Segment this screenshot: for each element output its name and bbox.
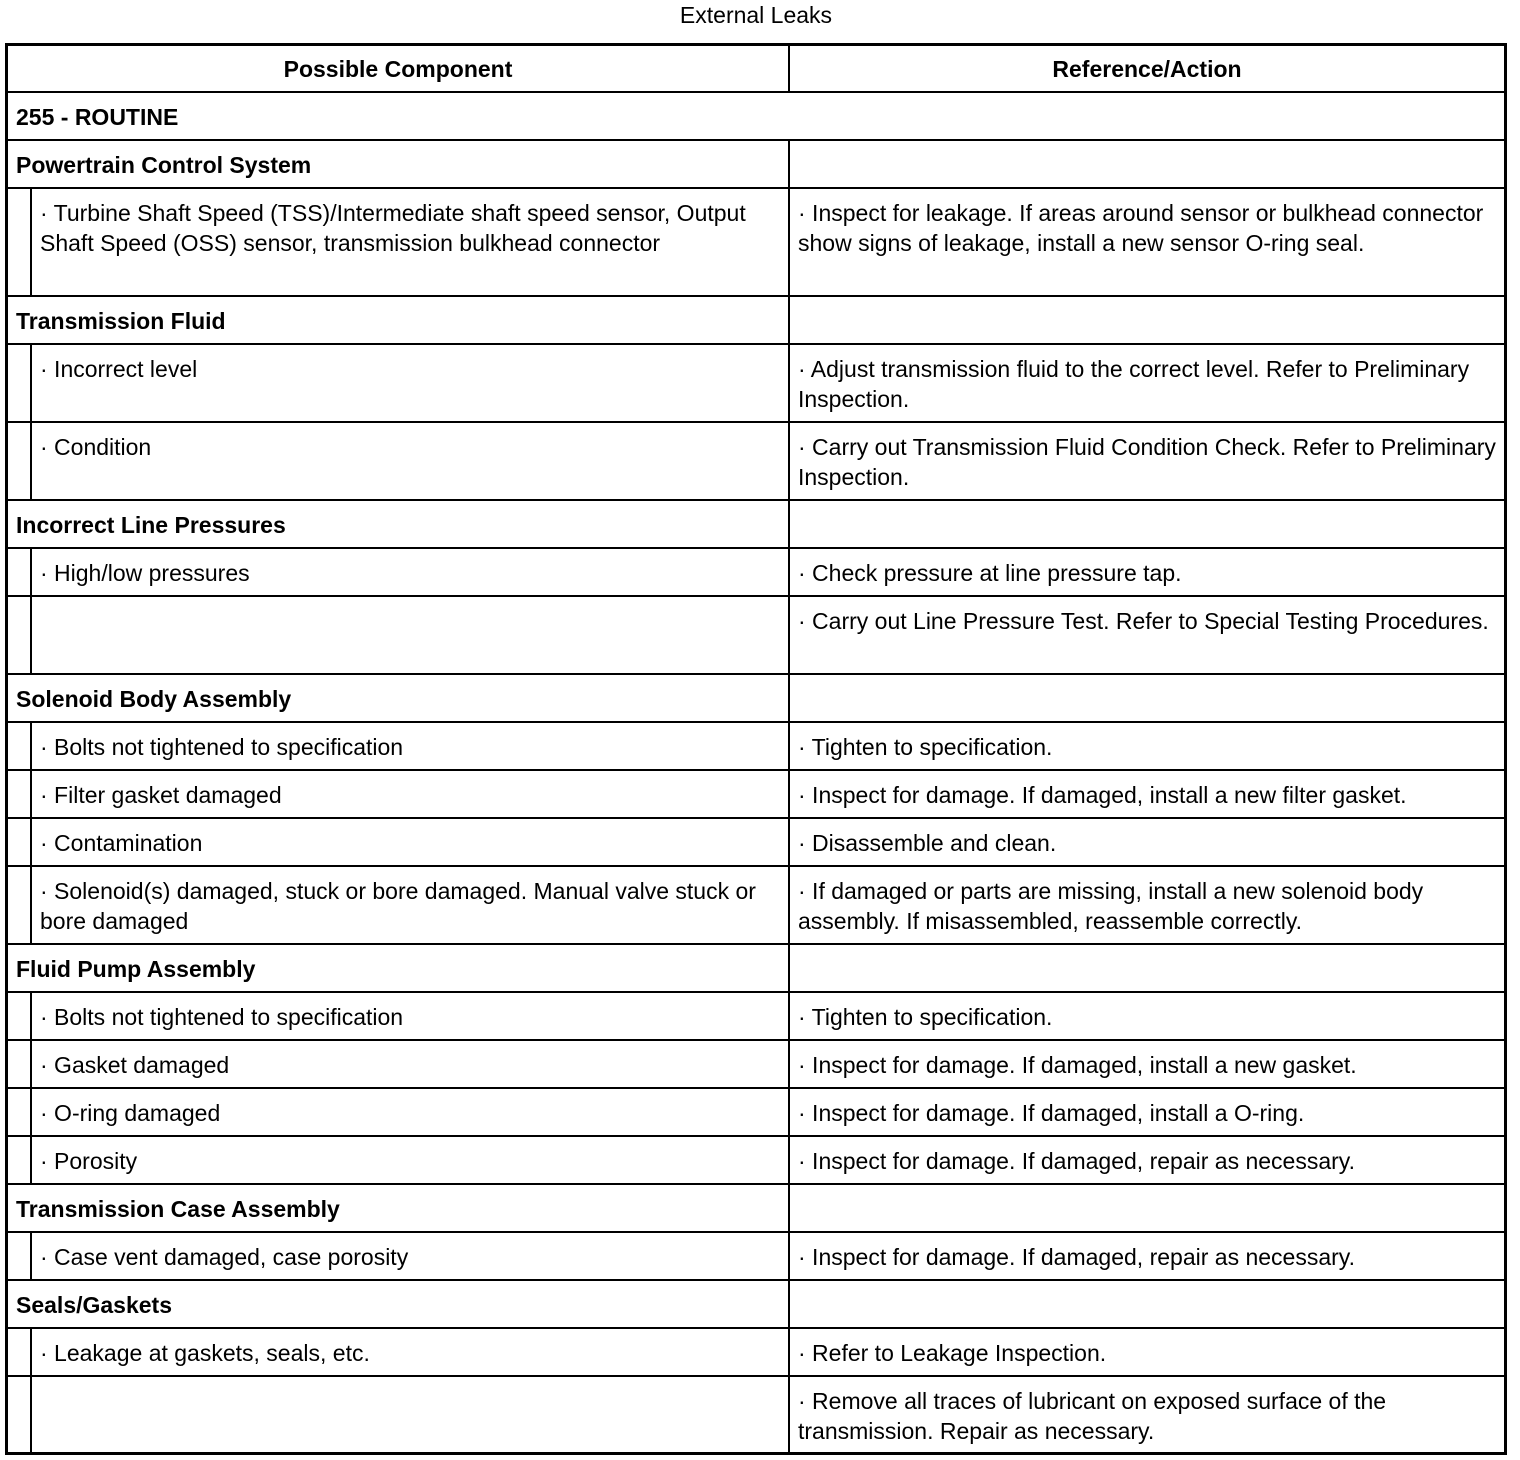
component-cell — [31, 1376, 789, 1452]
header-row — [8, 46, 1504, 92]
action-cell: · Carry out Transmission Fluid Condition Check. Refer to Preliminary Inspection. — [789, 422, 1504, 500]
action-cell: · Inspect for damage. If damaged, repair as necessary. — [789, 1136, 1504, 1184]
table-row — [8, 992, 1504, 1040]
component-cell: · Incorrect level — [31, 344, 789, 422]
header-reference-action: Reference/Action — [789, 46, 1504, 92]
action-cell: · Carry out Line Pressure Test. Refer to Special Testing Procedures. — [789, 596, 1504, 674]
action-cell: · Disassemble and clean. — [789, 818, 1504, 866]
component-cell: · Contamination — [31, 818, 789, 866]
component-cell — [31, 596, 789, 674]
section-action-empty — [789, 674, 1504, 722]
table-row — [8, 422, 1504, 500]
table-row — [8, 1088, 1504, 1136]
action-cell: · Adjust transmission fluid to the correct level. Refer to Preliminary Inspection. — [789, 344, 1504, 422]
table-row — [8, 344, 1504, 422]
component-cell: · Case vent damaged, case porosity — [31, 1232, 789, 1280]
table-row — [8, 1040, 1504, 1088]
action-cell: · Check pressure at line pressure tap. — [789, 548, 1504, 596]
action-cell: · Remove all traces of lubricant on exposed surface of the transmission. Repair as necessary. — [789, 1376, 1504, 1452]
section-action-empty — [789, 140, 1504, 188]
action-cell: · Tighten to specification. — [789, 992, 1504, 1040]
component-cell: · Leakage at gaskets, seals, etc. — [31, 1328, 789, 1376]
routine-label: 255 - ROUTINE — [8, 92, 1504, 140]
table-row — [8, 1232, 1504, 1280]
table-row — [8, 722, 1504, 770]
section-row — [8, 674, 1504, 722]
section-name: Solenoid Body Assembly — [8, 674, 789, 722]
section-row — [8, 1184, 1504, 1232]
indent-cell — [8, 1328, 31, 1376]
indent-cell — [8, 770, 31, 818]
component-cell: · Solenoid(s) damaged, stuck or bore damaged. Manual valve stuck or bore damaged — [31, 866, 789, 944]
indent-cell — [8, 818, 31, 866]
table-row — [8, 770, 1504, 818]
external-leaks-table — [5, 43, 1507, 1455]
section-action-empty — [789, 1184, 1504, 1232]
section-action-empty — [789, 944, 1504, 992]
table-row — [8, 1328, 1504, 1376]
section-action-empty — [789, 1280, 1504, 1328]
table-row — [8, 188, 1504, 296]
section-name: Transmission Fluid — [8, 296, 789, 344]
table-row — [8, 1136, 1504, 1184]
indent-cell — [8, 1232, 31, 1280]
section-row — [8, 296, 1504, 344]
action-cell: · Inspect for damage. If damaged, install a new filter gasket. — [789, 770, 1504, 818]
indent-cell — [8, 188, 31, 296]
indent-cell — [8, 866, 31, 944]
action-cell: · Inspect for damage. If damaged, install a O-ring. — [789, 1088, 1504, 1136]
component-cell: · O-ring damaged — [31, 1088, 789, 1136]
indent-cell — [8, 1136, 31, 1184]
indent-cell — [8, 992, 31, 1040]
indent-cell — [8, 422, 31, 500]
routine-row — [8, 92, 1504, 140]
section-name: Powertrain Control System — [8, 140, 789, 188]
indent-cell — [8, 1040, 31, 1088]
component-cell: · High/low pressures — [31, 548, 789, 596]
action-cell: · Inspect for damage. If damaged, repair as necessary. — [789, 1232, 1504, 1280]
action-cell: · Inspect for damage. If damaged, install a new gasket. — [789, 1040, 1504, 1088]
table-row — [8, 548, 1504, 596]
leaks-table — [8, 46, 1504, 1452]
table-row — [8, 1376, 1504, 1452]
page-title: External Leaks — [679, 2, 833, 28]
indent-cell — [8, 548, 31, 596]
section-row — [8, 500, 1504, 548]
action-cell: · Inspect for leakage. If areas around sensor or bulkhead connector show signs of leakage, install a new sensor O-ring seal. — [789, 188, 1504, 296]
section-name: Incorrect Line Pressures — [8, 500, 789, 548]
indent-cell — [8, 722, 31, 770]
table-row — [8, 818, 1504, 866]
section-row — [8, 944, 1504, 992]
indent-cell — [8, 596, 31, 674]
table-body — [8, 46, 1504, 1452]
table-row — [8, 596, 1504, 674]
component-cell: · Gasket damaged — [31, 1040, 789, 1088]
section-row — [8, 140, 1504, 188]
section-action-empty — [789, 296, 1504, 344]
component-cell: · Porosity — [31, 1136, 789, 1184]
action-cell: · If damaged or parts are missing, install a new solenoid body assembly. If misassembled, reassemble correctly. — [789, 866, 1504, 944]
component-cell: · Bolts not tightened to specification — [31, 722, 789, 770]
section-name: Fluid Pump Assembly — [8, 944, 789, 992]
table-row — [8, 866, 1504, 944]
section-row — [8, 1280, 1504, 1328]
action-cell: · Tighten to specification. — [789, 722, 1504, 770]
section-name: Seals/Gaskets — [8, 1280, 789, 1328]
action-cell: · Refer to Leakage Inspection. — [789, 1328, 1504, 1376]
header-possible-component: Possible Component — [8, 46, 789, 92]
component-cell: · Turbine Shaft Speed (TSS)/Intermediate shaft speed sensor, Output Shaft Speed (OSS) sensor, transmission bulkhead connector — [31, 188, 789, 296]
indent-cell — [8, 1088, 31, 1136]
indent-cell — [8, 1376, 31, 1452]
section-name: Transmission Case Assembly — [8, 1184, 789, 1232]
component-cell: · Filter gasket damaged — [31, 770, 789, 818]
component-cell: · Condition — [31, 422, 789, 500]
indent-cell — [8, 344, 31, 422]
component-cell: · Bolts not tightened to specification — [31, 992, 789, 1040]
section-action-empty — [789, 500, 1504, 548]
